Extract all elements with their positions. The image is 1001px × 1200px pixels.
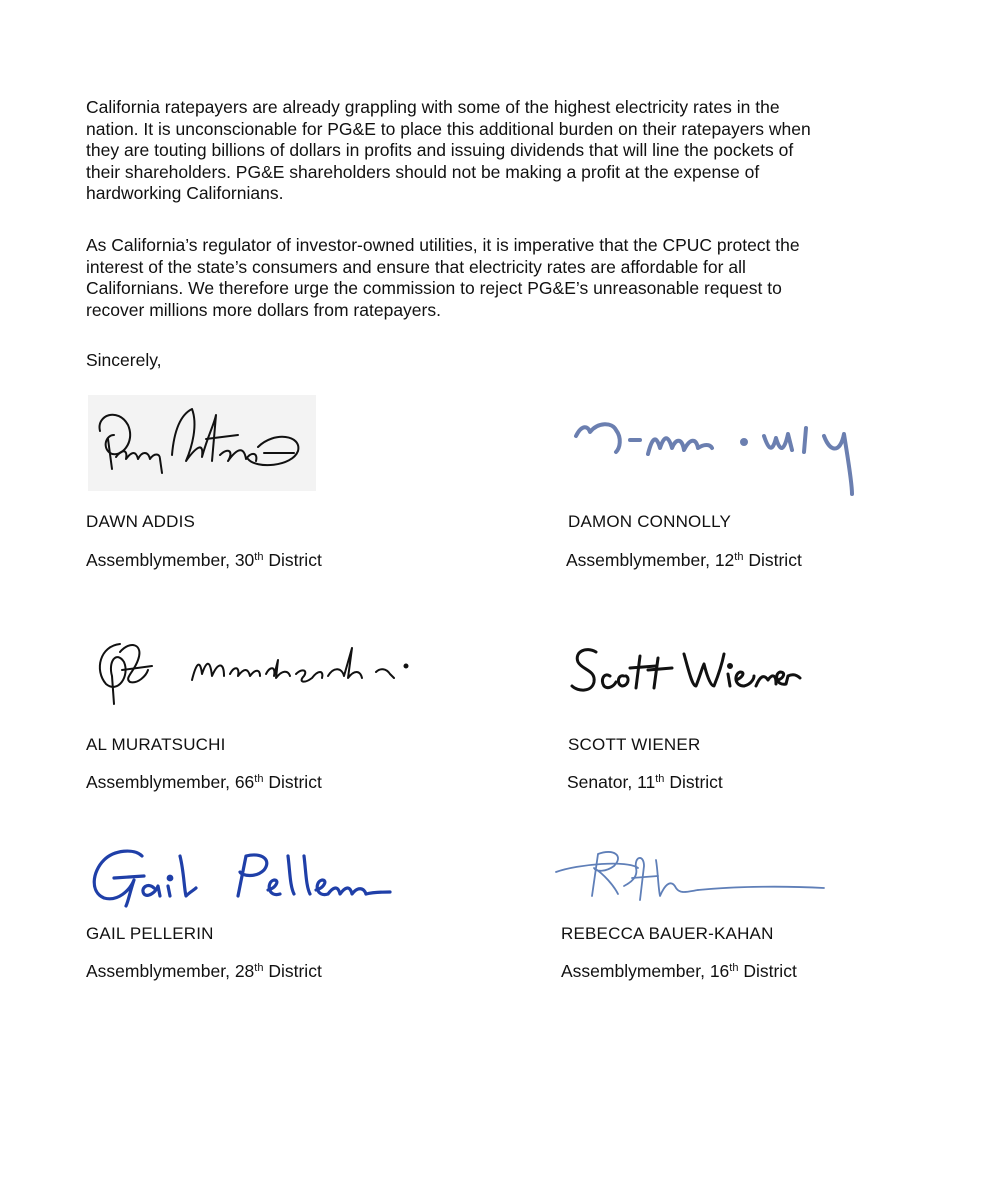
- signature-al-muratsuchi: [90, 622, 430, 712]
- body-paragraph-2: As California’s regulator of investor-owned utilities, it is imperative that the CPUC protect the interest of the state’s consumers and ensure that electricity rates are affordable for all Californians. We therefore urge the commission to reject PG&E’s unreasonable request to recover millions more dollars from ratepayers.: [86, 235, 800, 320]
- signatory-name: SCOTT WIENER: [568, 735, 701, 754]
- signatory-title: Assemblymember, 16th District: [561, 961, 797, 981]
- closing-salutation: Sincerely,: [86, 350, 162, 370]
- signatory-title: Assemblymember, 12th District: [566, 550, 802, 570]
- signatory-name: REBECCA BAUER-KAHAN: [561, 924, 774, 943]
- signature-rebecca-bauer-kahan: [548, 846, 848, 906]
- signatory-title: Assemblymember, 30th District: [86, 550, 322, 570]
- signature-scott-wiener: [566, 640, 806, 700]
- signature-dawn-addis: [88, 395, 316, 491]
- signatory-title: Senator, 11th District: [567, 772, 723, 792]
- signature-gail-pellerin: [84, 842, 394, 912]
- signatory-name: GAIL PELLERIN: [86, 924, 214, 943]
- signatory-title: Assemblymember, 28th District: [86, 961, 322, 981]
- signatory-name: AL MURATSUCHI: [86, 735, 226, 754]
- signatory-name: DAMON CONNOLLY: [568, 512, 732, 531]
- signatory-title: Assemblymember, 66th District: [86, 772, 322, 792]
- body-paragraph-1: California ratepayers are already grappling with some of the highest electricity rates in the nation. It is unconscionable for PG&E to place this additional burden on their ratepayers when they are touting billions of dollars in profits and issuing dividends that will line the pockets of their shareholders. PG&E shareholders should not be making a profit at the expense of hardworking Californians.: [86, 97, 811, 203]
- signatory-name: DAWN ADDIS: [86, 512, 196, 531]
- signature-damon-connolly: [568, 408, 868, 504]
